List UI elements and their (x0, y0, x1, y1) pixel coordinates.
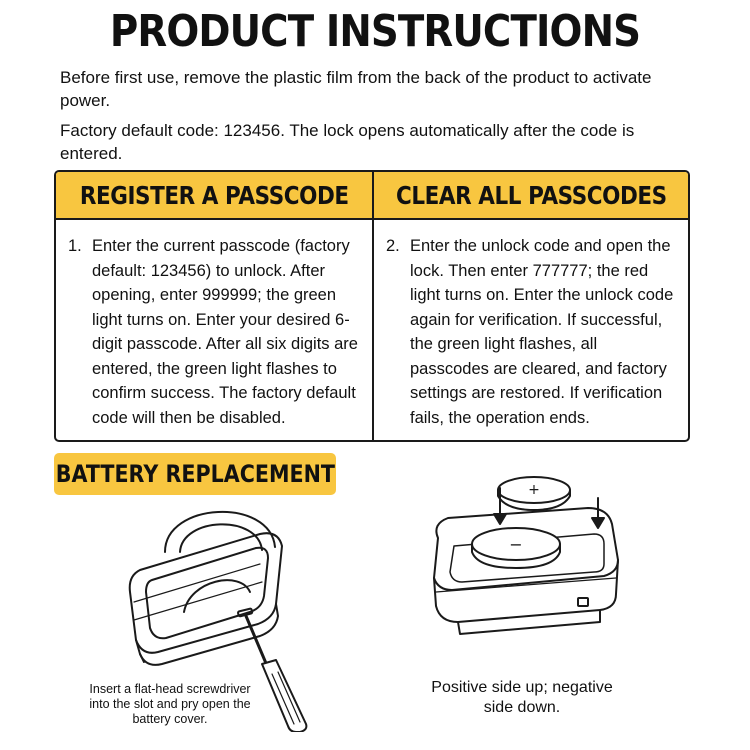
clear-passcodes-heading: CLEAR ALL PASSCODES (395, 180, 667, 210)
intro-film-note: Before first use, remove the plastic film from the back of the product to activate power. (60, 68, 652, 110)
battery-replacement-heading: BATTERY REPLACEMENT (55, 460, 335, 488)
register-passcode-text: Enter the current passcode (factory default: 123456) to unlock. After opening, enter 999999; the green light turns on. Enter your desired 6-digit passcode. After all six digits are entered, the green light flashes to confirm success. The factory default code will then be disabled. (92, 237, 358, 427)
clear-passcodes-text: Enter the unlock code and open the lock. Then enter 777777; the red light turns on. Enter the unlock code again for verification. If successful, the green light flashes, all passcodes are cleared, and factory settings are restored. If verification fails, the operation ends. (410, 237, 674, 427)
register-passcode-column (56, 172, 374, 440)
battery-replacement-label (54, 453, 336, 495)
intro-default-code: Factory default code: 123456. The lock opens automatically after the code is entered. (60, 121, 635, 163)
register-passcode-step (68, 234, 362, 430)
register-passcode-heading: REGISTER A PASSCODE (79, 180, 349, 210)
clear-passcodes-header (374, 172, 688, 220)
screwdriver-caption: Insert a flat-head screwdriver into the slot and pry open the battery cover. (89, 682, 251, 726)
clear-passcodes-step (386, 234, 678, 430)
page-title: PRODUCT INSTRUCTIONS (109, 6, 641, 57)
battery-compartment-illustration (418, 468, 628, 658)
step-number: 2. (386, 237, 400, 255)
negative-sign: − (509, 535, 523, 554)
passcode-instructions-table (54, 170, 690, 442)
battery-orientation-caption: Positive side up; negative side down. (431, 679, 613, 716)
clear-passcodes-column (374, 172, 688, 440)
step-number: 1. (68, 237, 82, 255)
register-passcode-header (56, 172, 372, 220)
positive-sign: + (528, 482, 540, 498)
